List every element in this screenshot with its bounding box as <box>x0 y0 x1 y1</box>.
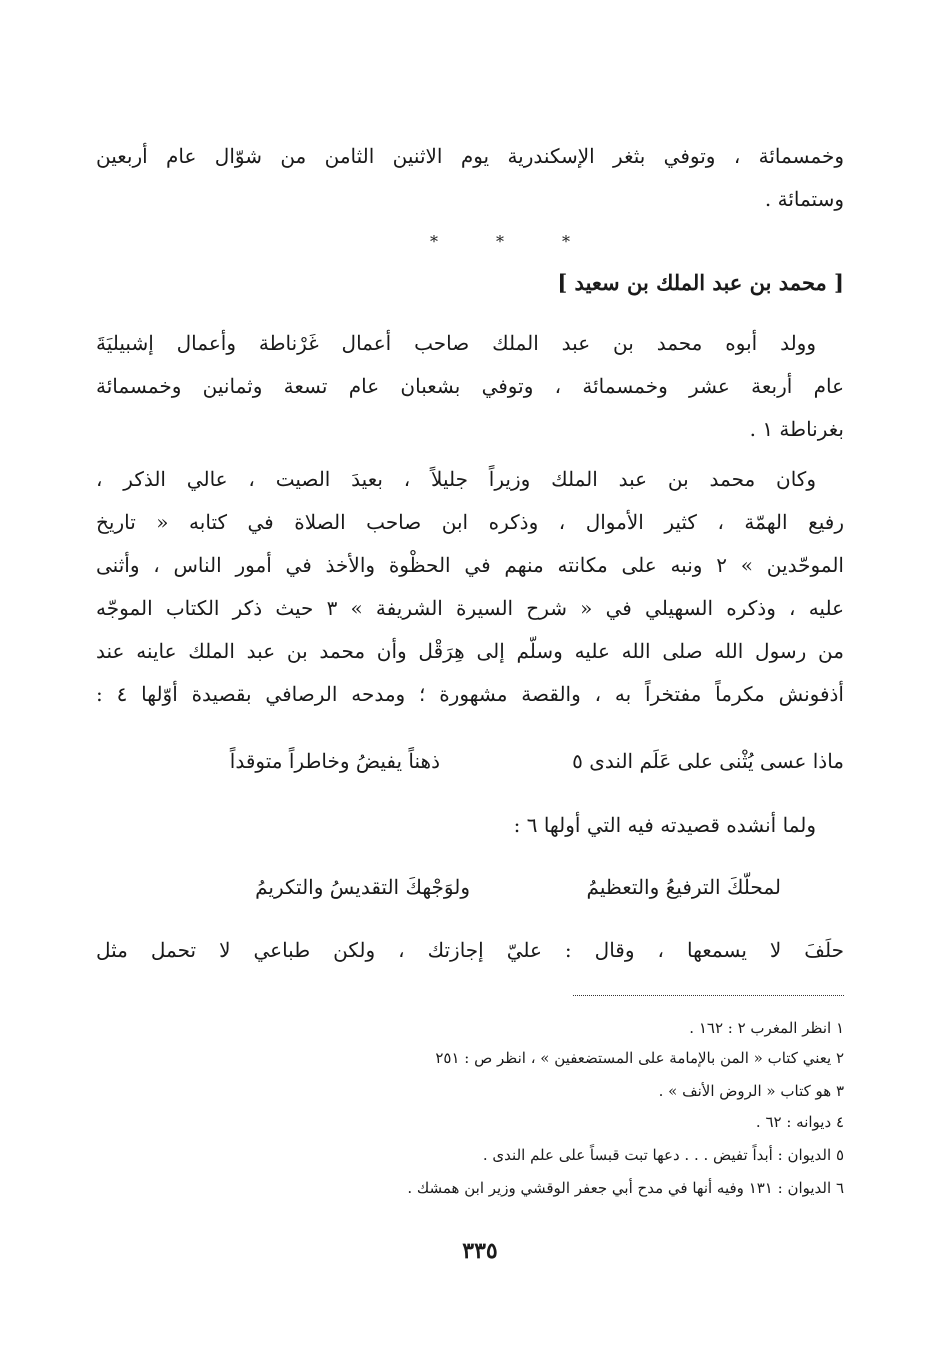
text-line: وستمائة . <box>764 187 844 211</box>
separator-star: * <box>562 232 570 251</box>
footnote: ١ انظر المغرب ٢ : ١٦٢ . <box>689 1019 844 1037</box>
text-line: الموحّدين » ٢ ونبه على مكانته منهم في الحظْوة والأخذ في أمور الناس ، وأثنى <box>96 553 844 577</box>
verse-hemistich-second: ذهناً يفيضُ وخاطراً متوقداً <box>229 749 440 773</box>
verse-hemistich-second: ولوَجْهكَ التقديسُ والتكريمُ <box>255 875 470 899</box>
verse-hemistich-first: لمحلّكَ الترفيعُ والتعظيمُ <box>586 875 781 899</box>
text-line: أذفونش مكرماً مفتخراً به ، والقصة مشهورة ؛ ومدحه الرصافي بقصيدة أوّلها ٤ : <box>96 682 844 706</box>
separator-star: * <box>496 232 504 251</box>
text-line: من رسول الله صلى الله عليه وسلّم إلى هِرَقْل وأن محمد بن عبد الملك عاينه عند <box>96 639 844 663</box>
footnote-divider <box>573 995 844 996</box>
section-heading: [ محمد بن عبد الملك بن سعيد ] <box>557 270 844 295</box>
footnote: ٥ الديوان : أبداً تفيض . . . دعها تبت قبساً على علم الندى . <box>482 1146 844 1164</box>
footnote: ٣ هو كتاب « الروض الأنف » . <box>658 1082 844 1100</box>
page-number: ٣٣٥ <box>462 1238 498 1264</box>
section-separator <box>430 232 570 252</box>
text-line: ولما أنشده قصيدته فيه التي أولها ٦ : <box>513 813 816 837</box>
text-line: عام أربعة عشر وخمسمائة ، وتوفي بشعبان عام تسعة وثمانين وخمسمائة <box>96 374 844 398</box>
footnote: ٤ ديوانه : ٦٢ . <box>755 1113 844 1131</box>
text-line: عليه ، وذكره السهيلي في « شرح السيرة الشريفة » ٣ حيث ذكر الكتاب الموجّه <box>96 596 845 620</box>
separator-star: * <box>430 232 438 251</box>
footnote: ٦ الديوان : ١٣١ وفيه أنها في مدح أبي جعفر الوقشي وزير ابن همشك . <box>407 1179 844 1197</box>
text-line: رفيع الهمّة ، كثير الأموال ، وذكره ابن صاحب الصلاة في كتابه « تاريخ <box>96 510 844 534</box>
text-line: وخمسمائة ، وتوفي بثغر الإسكندرية يوم الاثنين الثامن من شوّال عام أربعين <box>96 144 844 168</box>
text-line: وكان محمد بن عبد الملك وزيراً جليلاً ، بعيدَ الصيت ، عالي الذكر ، <box>96 467 816 491</box>
text-line: حلَفَ لا يسمعها ، وقال : عليّ إجازتك ، ولكن طباعي لا تحمل مثل <box>96 938 844 962</box>
text-line: وولد أبوه محمد بن عبد الملك صاحب أعمال غَرْناطة وأعمال إشبيليَةَ <box>96 331 816 355</box>
verse-hemistich-first: ماذا عسى يُثْنى على عَلَم الندى ٥ <box>572 749 844 773</box>
text-line: بغرناطة ١ . <box>749 417 844 441</box>
footnote: ٢ يعني كتاب « المن بالإمامة على المستضعفين » ، انظر ص : ٢٥١ <box>435 1049 844 1067</box>
